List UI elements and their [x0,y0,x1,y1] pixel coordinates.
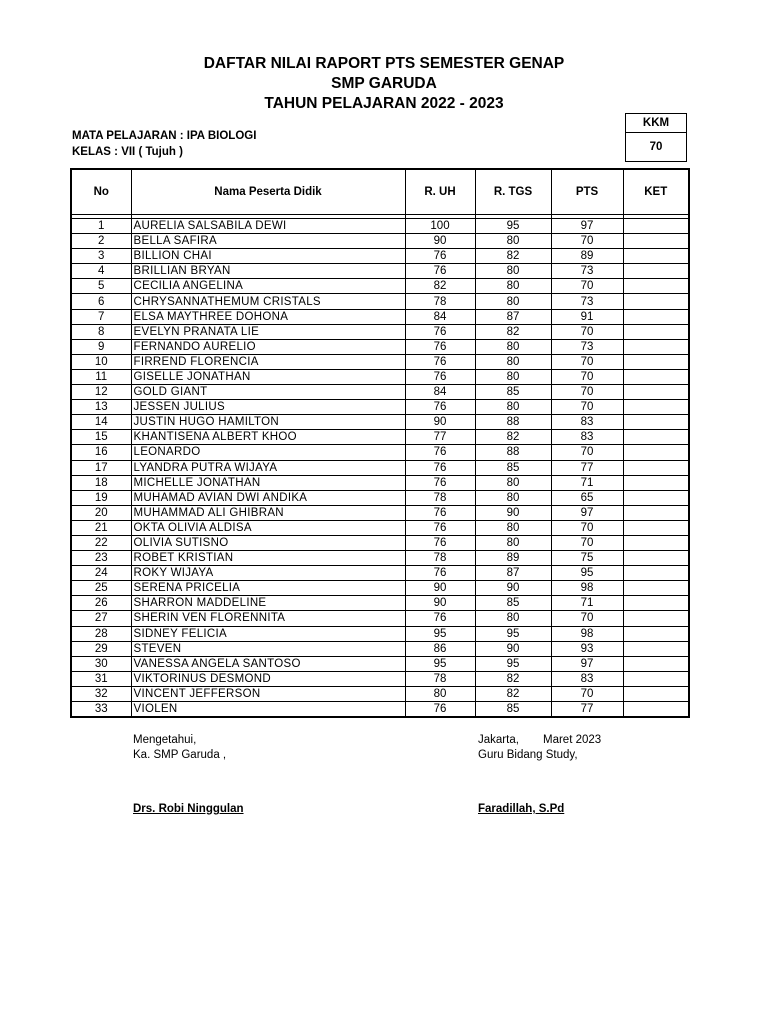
table-row [71,566,689,581]
subject-info [72,128,256,160]
cell-name: SHERIN VEN FLORENNITA [131,611,405,626]
cell-r-tgs: 80 [475,490,551,505]
table-row [71,551,689,566]
cell-r-tgs: 82 [475,324,551,339]
cell-pts: 73 [551,264,623,279]
cell-no: 33 [71,702,131,718]
cell-pts: 75 [551,551,623,566]
table-row [71,264,689,279]
header-ket: KET [623,169,689,215]
table-row [71,626,689,641]
cell-name: STEVEN [131,641,405,656]
cell-ket [623,641,689,656]
cell-r-uh: 76 [405,324,475,339]
cell-ket [623,234,689,249]
cell-r-tgs: 80 [475,234,551,249]
cell-name: VIOLEN [131,702,405,718]
cell-name: BELLA SAFIRA [131,234,405,249]
cell-ket [623,279,689,294]
cell-r-tgs: 82 [475,686,551,701]
title-line-2: SMP GARUDA [331,75,437,92]
table-row [71,234,689,249]
cell-r-uh: 86 [405,641,475,656]
cell-r-uh: 76 [405,520,475,535]
cell-r-uh: 78 [405,294,475,309]
cell-pts: 89 [551,249,623,264]
table-row [71,294,689,309]
cell-pts: 70 [551,385,623,400]
cell-r-uh: 76 [405,566,475,581]
cell-r-tgs: 85 [475,596,551,611]
cell-name: SIDNEY FELICIA [131,626,405,641]
cell-no: 29 [71,641,131,656]
cell-no: 8 [71,324,131,339]
cell-no: 6 [71,294,131,309]
table-row [71,430,689,445]
cell-no: 15 [71,430,131,445]
cell-no: 10 [71,354,131,369]
cell-ket [623,626,689,641]
cell-pts: 97 [551,505,623,520]
cell-pts: 70 [551,279,623,294]
cell-r-tgs: 80 [475,264,551,279]
cell-r-uh: 90 [405,415,475,430]
signature-left [133,733,226,763]
table-row [71,535,689,550]
cell-r-tgs: 95 [475,219,551,234]
cell-name: AURELIA SALSABILA DEWI [131,219,405,234]
cell-name: LEONARDO [131,445,405,460]
cell-no: 4 [71,264,131,279]
cell-ket [623,520,689,535]
cell-name: KHANTISENA ALBERT KHOO [131,430,405,445]
cell-pts: 70 [551,611,623,626]
table-row [71,339,689,354]
table-row [71,520,689,535]
cell-r-uh: 76 [405,264,475,279]
title-line-3: TAHUN PELAJARAN 2022 - 2023 [264,95,504,112]
table-row [71,702,689,718]
header-name: Nama Peserta Didik [131,169,405,215]
cell-pts: 95 [551,566,623,581]
title-line-1: DAFTAR NILAI RAPORT PTS SEMESTER GENAP [203,55,565,72]
date: Maret 2023 [543,734,602,746]
cell-pts: 70 [551,686,623,701]
table-row [71,249,689,264]
cell-no: 22 [71,535,131,550]
principal-name: Drs. Robi Ninggulan [133,803,244,815]
cell-pts: 93 [551,641,623,656]
cell-pts: 97 [551,219,623,234]
cell-r-tgs: 80 [475,400,551,415]
principal-title: Ka. SMP Garuda , [133,749,227,761]
cell-name: ROBET KRISTIAN [131,551,405,566]
grades-table [70,168,690,718]
cell-r-tgs: 88 [475,445,551,460]
table-row [71,611,689,626]
cell-pts: 83 [551,415,623,430]
cell-no: 32 [71,686,131,701]
table-row [71,505,689,520]
cell-name: FERNANDO AURELIO [131,339,405,354]
cell-r-uh: 90 [405,596,475,611]
header-r-tgs: R. TGS [475,169,551,215]
cell-no: 30 [71,656,131,671]
cell-name: MICHELLE JONATHAN [131,475,405,490]
cell-no: 31 [71,671,131,686]
cell-ket [623,551,689,566]
cell-pts: 98 [551,626,623,641]
cell-pts: 77 [551,460,623,475]
cell-pts: 83 [551,671,623,686]
cell-no: 19 [71,490,131,505]
cell-no: 14 [71,415,131,430]
cell-ket [623,460,689,475]
cell-no: 5 [71,279,131,294]
cell-no: 1 [71,219,131,234]
cell-no: 21 [71,520,131,535]
cell-r-uh: 95 [405,656,475,671]
table-row [71,385,689,400]
table-row [71,656,689,671]
cell-r-uh: 76 [405,535,475,550]
cell-ket [623,505,689,520]
cell-name: EVELYN PRANATA LIE [131,324,405,339]
cell-r-tgs: 85 [475,385,551,400]
cell-r-uh: 90 [405,581,475,596]
cell-no: 26 [71,596,131,611]
cell-r-tgs: 80 [475,611,551,626]
cell-ket [623,702,689,718]
cell-pts: 65 [551,490,623,505]
table-row [71,641,689,656]
table-header-row [71,169,689,215]
cell-r-tgs: 88 [475,415,551,430]
cell-name: MUHAMMAD ALI GHIBRAN [131,505,405,520]
cell-r-uh: 90 [405,234,475,249]
cell-no: 17 [71,460,131,475]
cell-ket [623,249,689,264]
cell-name: ELSA MAYTHREE DOHONA [131,309,405,324]
cell-name: FIRREND FLORENCIA [131,354,405,369]
cell-ket [623,430,689,445]
cell-ket [623,490,689,505]
cell-name: JESSEN JULIUS [131,400,405,415]
cell-pts: 73 [551,294,623,309]
cell-ket [623,475,689,490]
header-pts: PTS [551,169,623,215]
table-row [71,445,689,460]
cell-pts: 97 [551,656,623,671]
cell-no: 18 [71,475,131,490]
cell-r-uh: 76 [405,445,475,460]
cell-ket [623,309,689,324]
cell-pts: 98 [551,581,623,596]
kkm-value: 70 [626,133,687,162]
place-date [478,733,601,748]
cell-pts: 71 [551,475,623,490]
cell-r-tgs: 80 [475,339,551,354]
cell-r-uh: 76 [405,249,475,264]
table-row [71,354,689,369]
cell-ket [623,369,689,384]
cell-ket [623,596,689,611]
cell-ket [623,324,689,339]
cell-pts: 70 [551,324,623,339]
cell-name: ROKY WIJAYA [131,566,405,581]
cell-no: 7 [71,309,131,324]
cell-r-tgs: 80 [475,475,551,490]
table-row [71,490,689,505]
cell-ket [623,294,689,309]
class-label: KELAS : VII ( Tujuh ) [72,146,183,158]
table-row [71,475,689,490]
cell-name: MUHAMAD AVIAN DWI ANDIKA [131,490,405,505]
acknowledged-label: Mengetahui, [133,734,197,746]
cell-r-tgs: 82 [475,430,551,445]
subject-label: MATA PELAJARAN : IPA BIOLOGI [72,130,257,142]
cell-pts: 83 [551,430,623,445]
cell-pts: 71 [551,596,623,611]
cell-r-tgs: 80 [475,535,551,550]
cell-r-uh: 78 [405,551,475,566]
cell-pts: 70 [551,535,623,550]
cell-ket [623,400,689,415]
document-title-block [0,54,768,114]
table-row [71,369,689,384]
cell-r-uh: 95 [405,626,475,641]
cell-no: 12 [71,385,131,400]
cell-r-tgs: 80 [475,369,551,384]
cell-no: 2 [71,234,131,249]
cell-ket [623,535,689,550]
cell-r-tgs: 87 [475,309,551,324]
cell-no: 16 [71,445,131,460]
cell-r-uh: 76 [405,475,475,490]
cell-name: OKTA OLIVIA ALDISA [131,520,405,535]
header-r-uh: R. UH [405,169,475,215]
cell-pts: 70 [551,234,623,249]
cell-r-uh: 76 [405,505,475,520]
cell-name: CHRYSANNATHEMUM CRISTALS [131,294,405,309]
table-row [71,415,689,430]
table-row [71,671,689,686]
cell-r-tgs: 82 [475,249,551,264]
table-row [71,460,689,475]
cell-r-uh: 76 [405,339,475,354]
cell-pts: 70 [551,520,623,535]
cell-r-uh: 100 [405,219,475,234]
cell-ket [623,415,689,430]
cell-pts: 70 [551,445,623,460]
cell-pts: 70 [551,354,623,369]
cell-ket [623,671,689,686]
grades-body [71,215,689,718]
cell-r-uh: 77 [405,430,475,445]
cell-ket [623,354,689,369]
cell-r-uh: 78 [405,671,475,686]
cell-name: VINCENT JEFFERSON [131,686,405,701]
cell-r-tgs: 90 [475,505,551,520]
cell-r-tgs: 95 [475,656,551,671]
cell-r-tgs: 95 [475,626,551,641]
table-row [71,596,689,611]
cell-r-uh: 84 [405,309,475,324]
cell-ket [623,611,689,626]
cell-r-tgs: 90 [475,581,551,596]
signature-right [478,733,601,763]
cell-no: 3 [71,249,131,264]
table-row [71,400,689,415]
cell-name: BILLION CHAI [131,249,405,264]
cell-ket [623,385,689,400]
cell-r-tgs: 87 [475,566,551,581]
cell-name: OLIVIA SUTISNO [131,535,405,550]
cell-pts: 73 [551,339,623,354]
cell-name: VANESSA ANGELA SANTOSO [131,656,405,671]
cell-pts: 91 [551,309,623,324]
cell-ket [623,566,689,581]
table-row [71,309,689,324]
cell-no: 27 [71,611,131,626]
cell-no: 28 [71,626,131,641]
cell-ket [623,264,689,279]
teacher-title: Guru Bidang Study, [478,749,578,761]
cell-r-tgs: 85 [475,702,551,718]
cell-name: GISELLE JONATHAN [131,369,405,384]
cell-no: 13 [71,400,131,415]
cell-ket [623,656,689,671]
cell-pts: 70 [551,369,623,384]
cell-no: 20 [71,505,131,520]
cell-r-uh: 76 [405,702,475,718]
cell-ket [623,339,689,354]
cell-pts: 77 [551,702,623,718]
cell-r-uh: 84 [405,385,475,400]
cell-r-tgs: 80 [475,279,551,294]
table-row [71,324,689,339]
cell-no: 23 [71,551,131,566]
cell-r-uh: 76 [405,400,475,415]
cell-no: 9 [71,339,131,354]
table-row [71,581,689,596]
cell-ket [623,581,689,596]
cell-ket [623,219,689,234]
cell-r-tgs: 89 [475,551,551,566]
cell-name: JUSTIN HUGO HAMILTON [131,415,405,430]
cell-r-tgs: 82 [475,671,551,686]
kkm-label: KKM [626,114,687,133]
cell-name: SERENA PRICELIA [131,581,405,596]
header-no: No [71,169,131,215]
table-row [71,279,689,294]
cell-r-tgs: 85 [475,460,551,475]
cell-r-uh: 76 [405,460,475,475]
cell-r-uh: 76 [405,354,475,369]
cell-name: CECILIA ANGELINA [131,279,405,294]
cell-ket [623,445,689,460]
cell-name: LYANDRA PUTRA WIJAYA [131,460,405,475]
cell-name: VIKTORINUS DESMOND [131,671,405,686]
cell-name: GOLD GIANT [131,385,405,400]
cell-r-uh: 82 [405,279,475,294]
cell-no: 11 [71,369,131,384]
cell-r-tgs: 80 [475,294,551,309]
cell-r-uh: 76 [405,611,475,626]
kkm-box [625,113,687,162]
cell-name: SHARRON MADDELINE [131,596,405,611]
table-row [71,686,689,701]
city: Jakarta, [478,734,519,746]
cell-r-uh: 78 [405,490,475,505]
cell-no: 25 [71,581,131,596]
teacher-name: Faradillah, S.Pd [478,803,565,815]
cell-r-tgs: 80 [475,354,551,369]
cell-pts: 70 [551,400,623,415]
cell-no: 24 [71,566,131,581]
cell-r-tgs: 90 [475,641,551,656]
cell-r-uh: 80 [405,686,475,701]
cell-name: BRILLIAN BRYAN [131,264,405,279]
cell-r-uh: 76 [405,369,475,384]
table-row [71,219,689,234]
cell-r-tgs: 80 [475,520,551,535]
cell-ket [623,686,689,701]
